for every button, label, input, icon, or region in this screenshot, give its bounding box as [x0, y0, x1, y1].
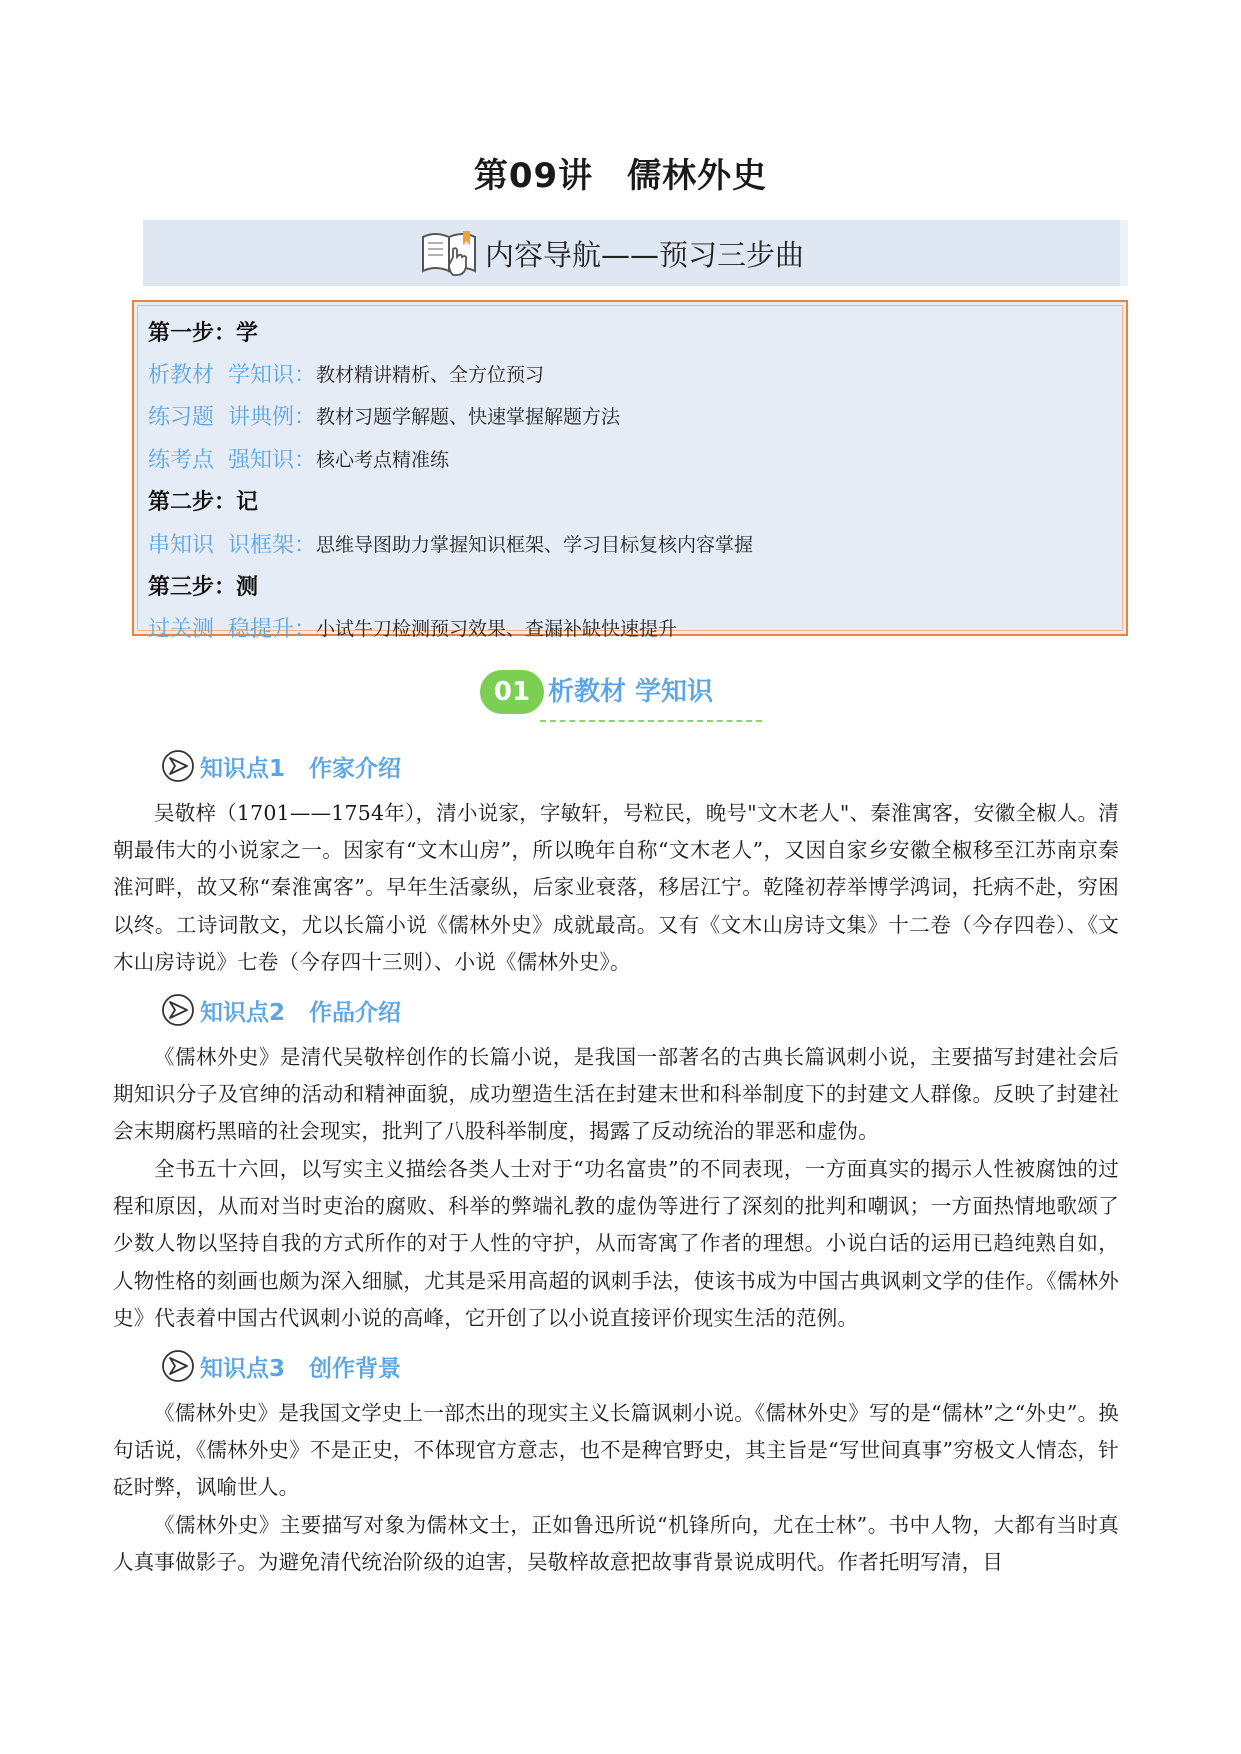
arrow-circle-icon: [160, 992, 196, 1028]
step-desc: 核心考点精准练: [316, 448, 450, 471]
page-title: [0, 148, 1241, 197]
step-item: [148, 395, 1112, 437]
knowledge-point-heading: [160, 990, 401, 1030]
section-title: 析教材 学知识: [548, 677, 714, 707]
knowledge-point-label: 知识点1 作家介绍: [200, 755, 402, 782]
step-head: [148, 564, 1112, 606]
step-key: 练考点 强知识：: [148, 447, 316, 473]
knowledge-point-heading: [160, 746, 401, 786]
step-desc: 小试牛刀检测预习效果、查漏补缺快速提升: [316, 618, 678, 641]
paragraph: 《儒林外史》是我国文学史上一部杰出的现实主义长篇讽刺小说。《儒林外史》写的是“儒林”之“外史”。换句话说，《儒林外史》不是正史，不体现官方意志，也不是稗官野史，其主旨是“写世间真事”穷极文人情态，针砭时弊，讽喻世人。: [113, 1401, 1119, 1500]
step-desc: 教材精讲精析、全方位预习: [316, 364, 545, 387]
step-item: [148, 522, 1112, 564]
step-desc: 教材习题学解题、快速掌握解题方法: [316, 406, 621, 429]
step-key: 过关测 稳提升：: [148, 617, 316, 643]
step-desc: 思维导图助力掌握知识框架、学习目标复核内容掌握: [316, 533, 754, 556]
knowledge-point-label: 知识点2 作品介绍: [200, 999, 402, 1026]
knowledge-point-label: 知识点3 创作背景: [200, 1355, 402, 1382]
step-key: 串知识 识框架：: [148, 532, 316, 558]
book-hand-icon: [419, 227, 481, 279]
knowledge-point-heading: [160, 1346, 401, 1386]
section-underline: [540, 720, 762, 722]
step-head: [148, 480, 1112, 522]
step-head-text: 第三步：测: [148, 575, 259, 601]
step-item: [148, 607, 1112, 649]
section-number-badge: 01: [480, 670, 544, 714]
step-head: [148, 310, 1112, 352]
step-head-text: 第一步：学: [148, 320, 259, 346]
lecture-title: 儒林外史: [627, 156, 768, 196]
paragraph: 吴敬梓（1701——1754年），清小说家，字敏轩，号粒民，晚号"文木老人"、秦淮寓客，安徽全椒人。清朝最伟大的小说家之一。因家有“文木山房”，所以晚年自称“文木老人”，又因自家乡安徽全椒移至江苏南京秦淮河畔，故又称“秦淮寓客”。早年生活豪纵，后家业衰落，移居江宁。乾隆初荐举博学鸿词，托病不赴，穷困以终。工诗词散文，尤以长篇小说《儒林外史》成就最高。又有《文木山房诗文集》十二卷（今存四卷）、《文木山房诗说》七卷（今存四十三则）、小说《儒林外史》。: [113, 801, 1119, 974]
step-item: [148, 352, 1112, 394]
arrow-circle-icon: [160, 748, 196, 784]
paragraph: 《儒林外史》是清代吴敬梓创作的长篇小说，是我国一部著名的古典长篇讽刺小说，主要描写封建社会后期知识分子及官绅的活动和精神面貌，成功塑造生活在封建末世和科举制度下的封建文人群像。反映了封建社会末期腐朽黑暗的社会现实，批判了八股科举制度，揭露了反动统治的罪恶和虚伪。: [113, 1045, 1119, 1144]
step-head-text: 第二步：记: [148, 490, 259, 516]
section-banner: [480, 668, 770, 724]
arrow-circle-icon: [160, 1348, 196, 1384]
step-key: 析教材 学知识：: [148, 363, 316, 389]
nav-banner-title: 内容导航——预习三步曲: [484, 237, 804, 272]
step-item: [148, 437, 1112, 479]
paragraph: 全书五十六回，以写实主义描绘各类人士对于“功名富贵”的不同表现，一方面真实的揭示人性被腐蚀的过程和原因，从而对当时吏治的腐败、科举的弊端礼教的虚伪等进行了深刻的批判和嘲讽；一方面热情地歌颂了少数人物以坚持自我的方式所作的对于人性的守护，从而寄寓了作者的理想。小说白话的运用已趋纯熟自如，人物性格的刻画也颇为深入细腻，尤其是采用高超的讽刺手法，使该书成为中国古典讽刺文学的佳作。《儒林外史》代表着中国古代讽刺小说的高峰，它开创了以小说直接评价现实生活的范例。: [113, 1157, 1119, 1330]
content-nav-banner: [143, 220, 1128, 286]
lecture-number: 第09讲: [473, 156, 594, 196]
preview-steps-box: [132, 300, 1128, 643]
paragraph: 《儒林外史》主要描写对象为儒林文士，正如鲁迅所说“机锋所向，尤在士林”。书中人物，大都有当时真人真事做影子。为避免清代统治阶级的迫害，吴敬梓故意把故事背景说成明代。作者托明写清，目: [113, 1513, 1119, 1575]
step-key: 练习题 讲典例：: [148, 405, 316, 431]
